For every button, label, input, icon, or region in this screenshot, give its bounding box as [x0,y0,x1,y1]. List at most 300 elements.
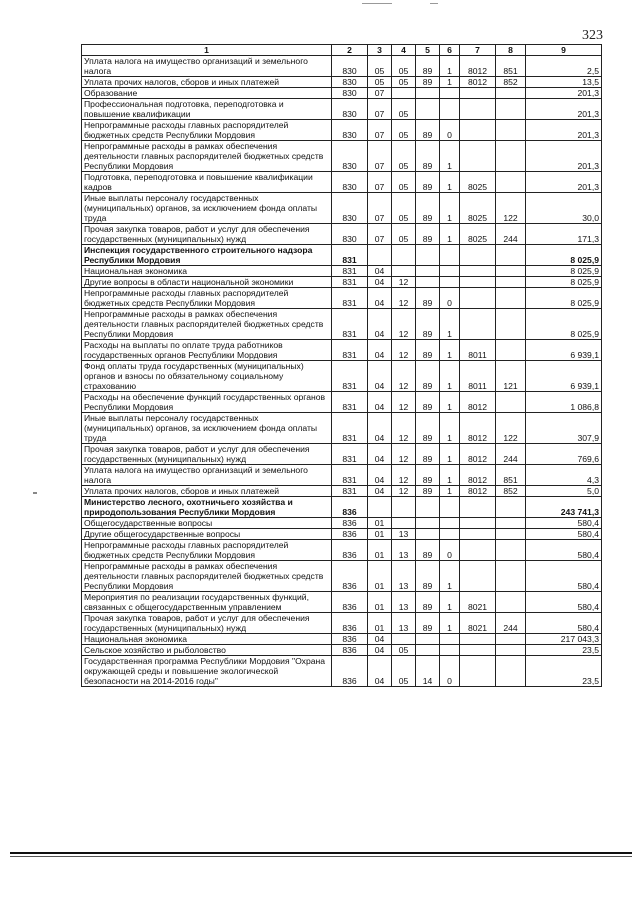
admin-code-cell: 831 [332,309,368,340]
program-cell: 89 [416,613,440,634]
expense-type-cell [496,656,526,687]
table-row [82,266,602,277]
target-item-cell: 8012 [460,392,496,413]
target-item-cell: 8021 [460,592,496,613]
header-row [82,45,602,56]
target-item-cell: 8012 [460,56,496,77]
target-item-cell [460,634,496,645]
admin-code-cell: 836 [332,645,368,656]
program-cell [416,497,440,518]
expense-type-cell [496,561,526,592]
table-row [82,77,602,88]
expense-type-cell: 851 [496,465,526,486]
amount-cell: 307,9 [526,413,602,444]
target-item-cell [460,529,496,540]
expense-type-cell [496,497,526,518]
row-name-cell: Уплата прочих налогов, сборов и иных платежей [82,77,332,88]
amount-cell: 8 025,9 [526,288,602,309]
table-row [82,486,602,497]
amount-cell: 2,5 [526,56,602,77]
amount-cell: 580,4 [526,592,602,613]
program-cell [416,645,440,656]
expense-type-cell [496,88,526,99]
admin-code-cell: 836 [332,497,368,518]
subprogram-cell [440,497,460,518]
target-item-cell: 8012 [460,413,496,444]
subsection-cell: 12 [392,361,416,392]
amount-cell: 30,0 [526,193,602,224]
target-item-cell [460,497,496,518]
subprogram-cell: 1 [440,56,460,77]
section-cell: 04 [368,465,392,486]
expense-type-cell: 121 [496,361,526,392]
program-cell: 89 [416,340,440,361]
subprogram-cell: 0 [440,540,460,561]
program-cell [416,277,440,288]
target-item-cell: 8012 [460,444,496,465]
admin-code-cell: 831 [332,413,368,444]
program-cell: 89 [416,288,440,309]
program-cell [416,245,440,266]
subsection-cell: 05 [392,120,416,141]
target-item-cell [460,88,496,99]
target-item-cell [460,288,496,309]
subsection-cell: 12 [392,288,416,309]
expense-type-cell: 122 [496,413,526,444]
section-cell: 04 [368,444,392,465]
table-row [82,288,602,309]
subprogram-cell: 1 [440,340,460,361]
table-row [82,529,602,540]
amount-cell: 580,4 [526,540,602,561]
table-row [82,592,602,613]
section-cell: 04 [368,645,392,656]
admin-code-cell: 831 [332,277,368,288]
amount-cell: 5,0 [526,486,602,497]
admin-code-cell: 836 [332,540,368,561]
row-name-cell: Профессиональная подготовка, переподготовка и повышение квалификации [82,99,332,120]
header-cell: 3 [368,45,392,56]
table-row [82,141,602,172]
table-row [82,277,602,288]
table-row [82,613,602,634]
section-cell: 07 [368,88,392,99]
subsection-cell: 13 [392,529,416,540]
target-item-cell: 8025 [460,193,496,224]
amount-cell: 201,3 [526,99,602,120]
subprogram-cell: 0 [440,120,460,141]
section-cell: 05 [368,77,392,88]
subsection-cell: 05 [392,141,416,172]
admin-code-cell: 836 [332,561,368,592]
amount-cell: 201,3 [526,88,602,99]
subprogram-cell [440,518,460,529]
header-cell: 6 [440,45,460,56]
row-name-cell: Иные выплаты персоналу государственных (муниципальных) органов, за исключением фонда оплаты труда [82,193,332,224]
subsection-cell [392,497,416,518]
target-item-cell: 8021 [460,613,496,634]
program-cell: 89 [416,141,440,172]
amount-cell: 13,5 [526,77,602,88]
target-item-cell: 8011 [460,340,496,361]
amount-cell: 201,3 [526,172,602,193]
expense-type-cell: 852 [496,77,526,88]
amount-cell: 201,3 [526,141,602,172]
row-name-cell: Мероприятия по реализации государственных функций, связанных с общегосударственным управлением [82,592,332,613]
page-number: 323 [582,28,603,43]
amount-cell: 580,4 [526,529,602,540]
admin-code-cell: 831 [332,444,368,465]
subsection-cell: 05 [392,99,416,120]
amount-cell: 243 741,3 [526,497,602,518]
amount-cell: 1 086,8 [526,392,602,413]
target-item-cell [460,561,496,592]
subprogram-cell: 1 [440,392,460,413]
program-cell [416,88,440,99]
header-cell: 1 [82,45,332,56]
section-cell: 07 [368,224,392,245]
scan-mark [33,492,37,494]
admin-code-cell: 830 [332,224,368,245]
expense-type-cell [496,120,526,141]
subsection-cell: 12 [392,486,416,497]
subsection-cell [392,245,416,266]
admin-code-cell: 836 [332,529,368,540]
section-cell [368,245,392,266]
row-name-cell: Расходы на обеспечение функций государственных органов Республики Мордовия [82,392,332,413]
target-item-cell: 8012 [460,465,496,486]
subprogram-cell [440,277,460,288]
amount-cell: 580,4 [526,561,602,592]
subsection-cell: 12 [392,309,416,340]
row-name-cell: Государственная программа Республики Мордовия "Охрана окружающей среды и повышение экологической безопасности на 2014-2016 годы" [82,656,332,687]
admin-code-cell: 830 [332,99,368,120]
admin-code-cell: 836 [332,518,368,529]
expense-type-cell [496,645,526,656]
subsection-cell: 05 [392,645,416,656]
subprogram-cell: 1 [440,193,460,224]
section-cell: 04 [368,277,392,288]
program-cell: 14 [416,656,440,687]
section-cell: 07 [368,193,392,224]
table-row [82,120,602,141]
admin-code-cell: 831 [332,465,368,486]
section-cell: 01 [368,518,392,529]
section-cell [368,497,392,518]
amount-cell: 217 043,3 [526,634,602,645]
admin-code-cell: 831 [332,245,368,266]
subsection-cell [392,88,416,99]
program-cell: 89 [416,56,440,77]
program-cell: 89 [416,486,440,497]
admin-code-cell: 830 [332,56,368,77]
amount-cell: 171,3 [526,224,602,245]
expense-type-cell [496,309,526,340]
scan-mark [362,3,392,4]
subprogram-cell: 1 [440,224,460,245]
table-row [82,245,602,266]
admin-code-cell: 830 [332,193,368,224]
subsection-cell: 12 [392,444,416,465]
section-cell: 01 [368,561,392,592]
header-cell: 9 [526,45,602,56]
admin-code-cell: 831 [332,361,368,392]
admin-code-cell: 836 [332,634,368,645]
target-item-cell [460,309,496,340]
header-cell: 2 [332,45,368,56]
expense-type-cell: 852 [496,486,526,497]
expense-type-cell [496,592,526,613]
admin-code-cell: 836 [332,656,368,687]
program-cell: 89 [416,444,440,465]
target-item-cell [460,277,496,288]
amount-cell: 201,3 [526,120,602,141]
row-name-cell: Расходы на выплаты по оплате труда работников государственных органов Республики Мордовия [82,340,332,361]
expense-type-cell [496,634,526,645]
table-row [82,99,602,120]
row-name-cell: Непрограммные расходы в рамках обеспечения деятельности главных распорядителей бюджетных средств Республики Мордовия [82,309,332,340]
expense-type-cell [496,288,526,309]
footer-rule [10,856,632,857]
amount-cell: 8 025,9 [526,245,602,266]
subprogram-cell: 1 [440,141,460,172]
subprogram-cell: 1 [440,592,460,613]
subsection-cell: 12 [392,465,416,486]
section-cell: 04 [368,309,392,340]
table-row [82,540,602,561]
admin-code-cell: 831 [332,266,368,277]
subsection-cell: 12 [392,413,416,444]
expense-type-cell: 244 [496,613,526,634]
target-item-cell: 8011 [460,361,496,392]
program-cell [416,518,440,529]
section-cell: 07 [368,141,392,172]
subprogram-cell: 1 [440,172,460,193]
section-cell: 04 [368,634,392,645]
target-item-cell [460,518,496,529]
expense-type-cell [496,518,526,529]
row-name-cell: Национальная экономика [82,634,332,645]
section-cell: 04 [368,486,392,497]
subsection-cell: 12 [392,277,416,288]
subsection-cell [392,518,416,529]
program-cell [416,529,440,540]
program-cell: 89 [416,224,440,245]
expense-type-cell [496,141,526,172]
program-cell: 89 [416,540,440,561]
amount-cell: 580,4 [526,518,602,529]
subsection-cell: 05 [392,224,416,245]
expense-type-cell [496,392,526,413]
amount-cell: 8 025,9 [526,309,602,340]
program-cell: 89 [416,120,440,141]
amount-cell: 6 939,1 [526,340,602,361]
expense-type-cell [496,172,526,193]
expense-type-cell: 244 [496,444,526,465]
admin-code-cell: 830 [332,141,368,172]
row-name-cell: Министерство лесного, охотничьего хозяйства и природопользования Республики Мордовия [82,497,332,518]
row-name-cell: Непрограммные расходы в рамках обеспечения деятельности главных распорядителей бюджетных средств Республики Мордовия [82,141,332,172]
row-name-cell: Непрограммные расходы в рамках обеспечения деятельности главных распорядителей бюджетных средств Республики Мордовия [82,561,332,592]
table-row [82,340,602,361]
program-cell: 89 [416,392,440,413]
subprogram-cell [440,645,460,656]
subsection-cell: 05 [392,172,416,193]
row-name-cell: Другие вопросы в области национальной экономики [82,277,332,288]
program-cell: 89 [416,309,440,340]
subsection-cell [392,266,416,277]
program-cell [416,266,440,277]
row-name-cell: Уплата прочих налогов, сборов и иных платежей [82,486,332,497]
section-cell: 07 [368,172,392,193]
row-name-cell: Прочая закупка товаров, работ и услуг для обеспечения государственных (муниципальных) нужд [82,613,332,634]
program-cell: 89 [416,561,440,592]
subprogram-cell: 1 [440,413,460,444]
subprogram-cell: 1 [440,465,460,486]
amount-cell: 23,5 [526,656,602,687]
subsection-cell: 05 [392,77,416,88]
subprogram-cell: 0 [440,288,460,309]
section-cell: 07 [368,120,392,141]
subsection-cell: 05 [392,193,416,224]
admin-code-cell: 830 [332,88,368,99]
expense-type-cell [496,529,526,540]
row-name-cell: Непрограммные расходы главных распорядителей бюджетных средств Республики Мордовия [82,288,332,309]
table-body [82,45,602,687]
row-name-cell: Национальная экономика [82,266,332,277]
table-row [82,497,602,518]
amount-cell: 4,3 [526,465,602,486]
subprogram-cell: 1 [440,561,460,592]
row-name-cell: Прочая закупка товаров, работ и услуг для обеспечения государственных (муниципальных) нужд [82,224,332,245]
amount-cell: 8 025,9 [526,266,602,277]
expense-type-cell [496,277,526,288]
header-cell: 5 [416,45,440,56]
subprogram-cell: 1 [440,613,460,634]
table-row [82,645,602,656]
table-row [82,634,602,645]
section-cell: 04 [368,413,392,444]
expense-type-cell [496,540,526,561]
amount-cell: 8 025,9 [526,277,602,288]
subprogram-cell: 0 [440,656,460,687]
table-row [82,172,602,193]
section-cell: 04 [368,340,392,361]
section-cell: 04 [368,288,392,309]
expense-type-cell [496,266,526,277]
row-name-cell: Непрограммные расходы главных распорядителей бюджетных средств Республики Мордовия [82,540,332,561]
target-item-cell: 8025 [460,172,496,193]
amount-cell: 580,4 [526,613,602,634]
subsection-cell [392,634,416,645]
row-name-cell: Подготовка, переподготовка и повышение квалификации кадров [82,172,332,193]
subsection-cell: 13 [392,540,416,561]
program-cell: 89 [416,361,440,392]
subsection-cell: 12 [392,340,416,361]
target-item-cell [460,656,496,687]
expense-type-cell: 851 [496,56,526,77]
table-row [82,413,602,444]
table-row [82,444,602,465]
header-cell: 8 [496,45,526,56]
admin-code-cell: 836 [332,592,368,613]
amount-cell: 769,6 [526,444,602,465]
row-name-cell: Уплата налога на имущество организаций и земельного налога [82,56,332,77]
row-name-cell: Прочая закупка товаров, работ и услуг для обеспечения государственных (муниципальных) нужд [82,444,332,465]
row-name-cell: Фонд оплаты труда государственных (муниципальных) органов и взносы по обязательному социальному страхованию [82,361,332,392]
row-name-cell: Образование [82,88,332,99]
table-row [82,361,602,392]
subprogram-cell [440,88,460,99]
program-cell: 89 [416,172,440,193]
subprogram-cell: 1 [440,486,460,497]
table-row [82,309,602,340]
admin-code-cell: 831 [332,340,368,361]
table-row [82,465,602,486]
target-item-cell [460,540,496,561]
row-name-cell: Сельское хозяйство и рыболовство [82,645,332,656]
program-cell [416,634,440,645]
admin-code-cell: 831 [332,288,368,309]
section-cell: 04 [368,656,392,687]
program-cell: 89 [416,77,440,88]
table-row [82,56,602,77]
subprogram-cell: 1 [440,77,460,88]
section-cell: 01 [368,529,392,540]
target-item-cell: 8012 [460,486,496,497]
subsection-cell: 12 [392,392,416,413]
admin-code-cell: 830 [332,120,368,141]
program-cell [416,99,440,120]
admin-code-cell: 830 [332,172,368,193]
program-cell: 89 [416,592,440,613]
expense-type-cell: 244 [496,224,526,245]
target-item-cell [460,266,496,277]
subsection-cell: 13 [392,592,416,613]
program-cell: 89 [416,465,440,486]
target-item-cell: 8012 [460,77,496,88]
expense-type-cell [496,99,526,120]
target-item-cell [460,120,496,141]
section-cell: 07 [368,99,392,120]
header-cell: 4 [392,45,416,56]
section-cell: 01 [368,592,392,613]
amount-cell: 23,5 [526,645,602,656]
table-row [82,518,602,529]
subsection-cell: 05 [392,656,416,687]
section-cell: 01 [368,613,392,634]
subprogram-cell [440,245,460,266]
table-row [82,392,602,413]
admin-code-cell: 831 [332,486,368,497]
row-name-cell: Другие общегосударственные вопросы [82,529,332,540]
table-row [82,193,602,224]
section-cell: 04 [368,361,392,392]
footer-rule [10,852,632,854]
subprogram-cell: 1 [440,309,460,340]
subsection-cell: 13 [392,613,416,634]
section-cell: 04 [368,392,392,413]
table-row [82,224,602,245]
target-item-cell: 8025 [460,224,496,245]
subprogram-cell [440,99,460,120]
row-name-cell: Инспекция государственного строительного надзора Республики Мордовия [82,245,332,266]
admin-code-cell: 831 [332,392,368,413]
program-cell: 89 [416,413,440,444]
row-name-cell: Общегосударственные вопросы [82,518,332,529]
target-item-cell [460,645,496,656]
section-cell: 01 [368,540,392,561]
